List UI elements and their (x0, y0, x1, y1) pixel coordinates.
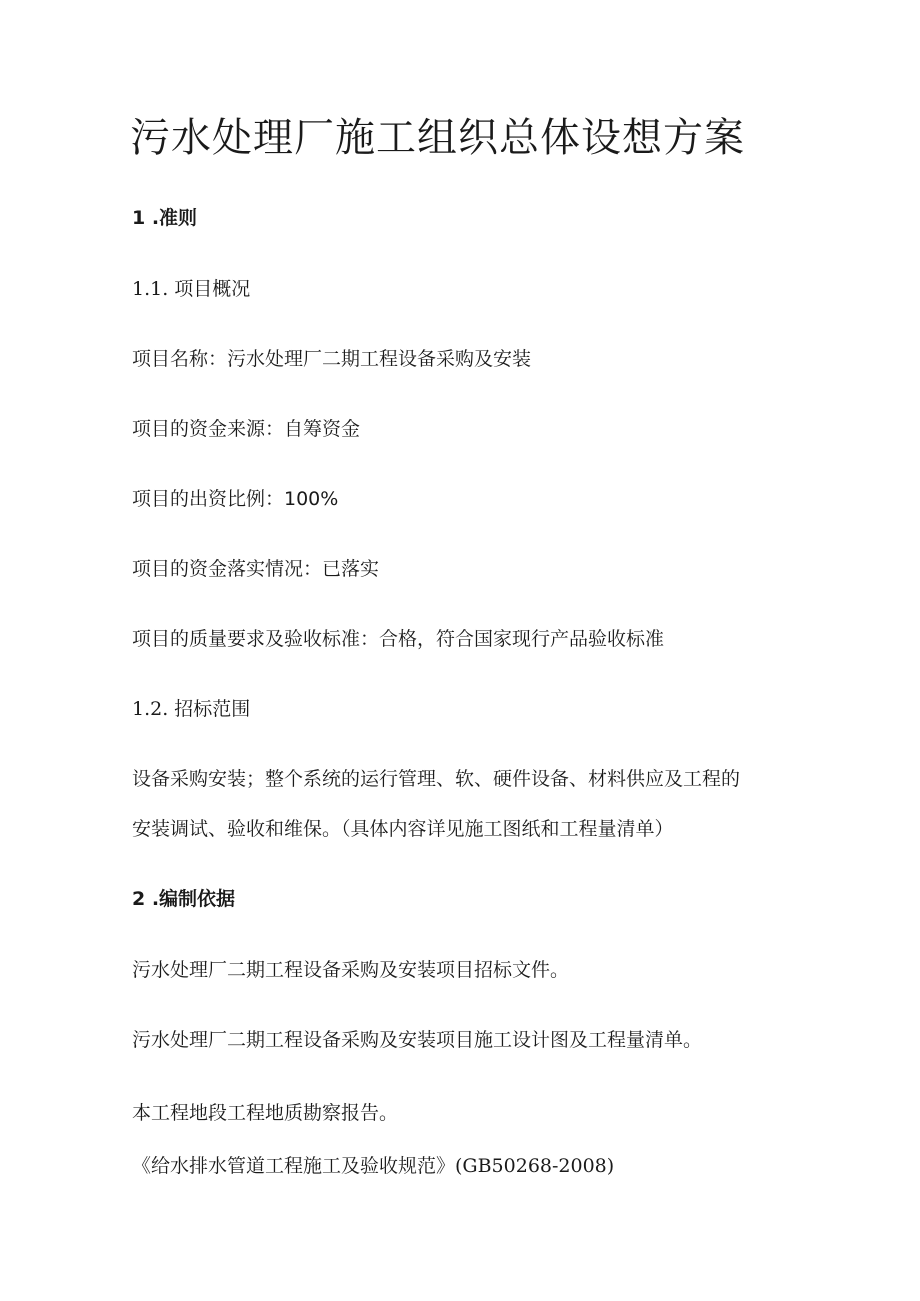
basis-item-geology-report: 本工程地段工程地质勘察报告。 (132, 1102, 399, 1124)
tender-scope-paragraph-line-1: 设备采购安装；整个系统的运行管理、软、硬件设备、材料供应及工程的 (132, 768, 741, 790)
basis-item-standard: 《给水排水管道工程施工及验收规范》(GB50268-2008) (132, 1155, 615, 1177)
section-heading-principles: 1 .准则 (132, 207, 198, 229)
funding-source-line: 项目的资金来源：自筹资金 (132, 418, 361, 440)
section-heading-basis: 2 .编制依据 (132, 888, 236, 910)
basis-item-tender-docs: 污水处理厂二期工程设备采购及安装项目招标文件。 (132, 959, 570, 981)
subsection-heading-tender-scope: 1.2. 招标范围 (132, 698, 251, 720)
project-name-line: 项目名称：污水处理厂二期工程设备采购及安装 (132, 348, 532, 370)
funding-status-line: 项目的资金落实情况：已落实 (132, 558, 380, 580)
funding-ratio-line: 项目的出资比例：100% (132, 488, 339, 510)
quality-requirement-line: 项目的质量要求及验收标准：合格，符合国家现行产品验收标准 (132, 628, 665, 650)
subsection-heading-project-overview: 1.1. 项目概况 (132, 278, 251, 300)
document-title: 污水处理厂施工组织总体设想方案 (130, 115, 745, 161)
tender-scope-paragraph-line-2: 安装调试、验收和维保。（具体内容详见施工图纸和工程量清单） (132, 818, 674, 840)
basis-item-design-drawings: 污水处理厂二期工程设备采购及安装项目施工设计图及工程量清单。 (132, 1029, 703, 1051)
